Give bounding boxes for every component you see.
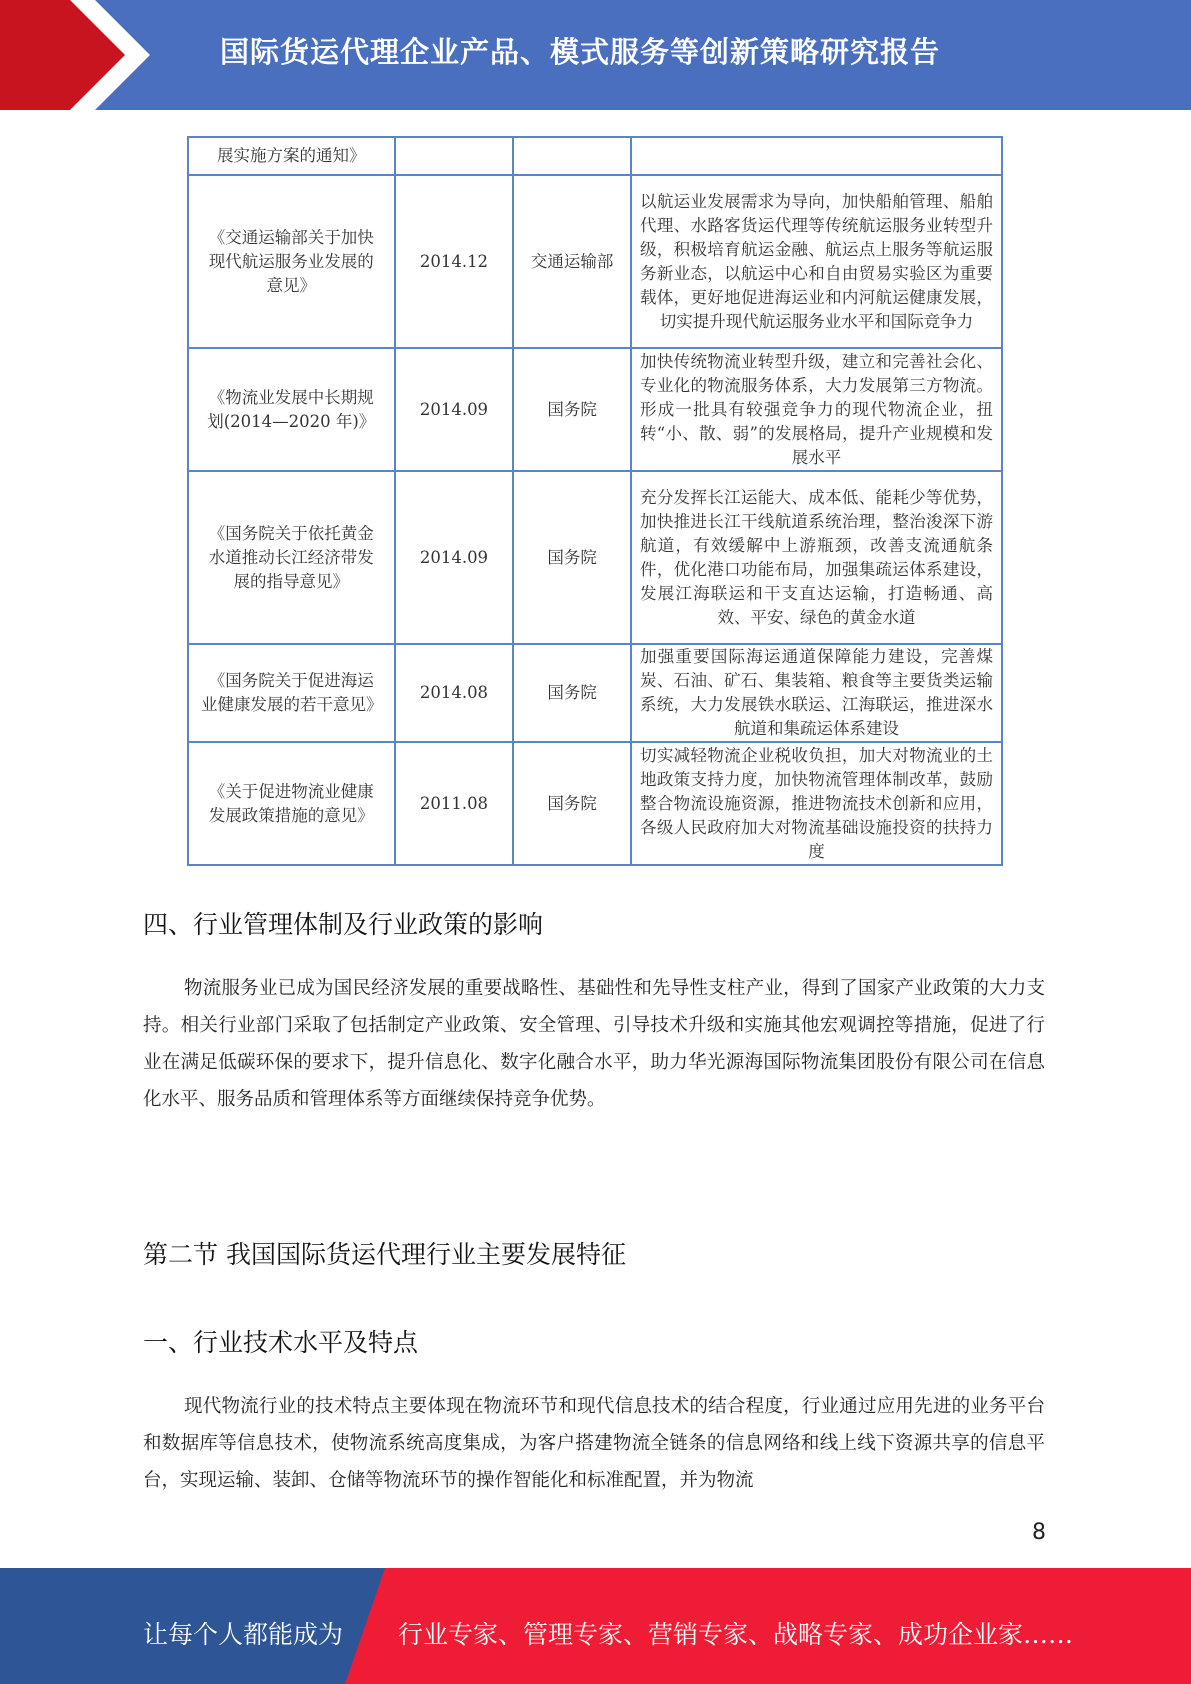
policy-org-cell (513, 137, 631, 175)
policy-desc-cell: 以航运业发展需求为导向，加快船舶管理、船舶代理、水路客货运代理等传统航运服务业转型升级，积极培育航运金融、航运点上服务等航运服务新业态，以航运中心和自由贸易实验区为重要载体，更好地促进海运业和内河航运健康发展，切实提升现代航运服务业水平和国际竞争力 (631, 175, 1002, 348)
policy-date-cell: 2014.09 (395, 348, 514, 471)
policy-org-cell: 国务院 (513, 471, 631, 644)
policy-name-cell: 《国务院关于促进海运业健康发展的若干意见》 (188, 644, 395, 742)
section-heading-one: 一、行业技术水平及特点 (143, 1328, 419, 1357)
footer-slogan-right: 行业专家、管理专家、营销专家、战略专家、成功企业家…… (398, 1620, 1074, 1649)
policy-date-cell: 2014.08 (395, 644, 514, 742)
page-footer (0, 1568, 1191, 1684)
policy-date-cell: 2011.08 (395, 742, 514, 865)
header-arrow-icon (0, 0, 160, 110)
page-number: 8 (1032, 1520, 1046, 1545)
policy-table (187, 136, 1003, 866)
table-row (188, 348, 1002, 471)
policy-name-cell: 《关于促进物流业健康发展政策措施的意见》 (188, 742, 395, 865)
policy-date-cell: 2014.09 (395, 471, 514, 644)
policy-name-cell: 《国务院关于依托黄金水道推动长江经济带发展的指导意见》 (188, 471, 395, 644)
table-row (188, 137, 1002, 175)
policy-org-cell: 国务院 (513, 348, 631, 471)
section-heading-four: 四、行业管理体制及行业政策的影响 (143, 910, 544, 939)
policy-desc-cell: 切实减轻物流企业税收负担，加大对物流业的土地政策支持力度，加快物流管理体制改革，鼓励整合物流设施资源，推进物流技术创新和应用，各级人民政府加大对物流基础设施投资的扶持力度 (631, 742, 1002, 865)
policy-desc-cell (631, 137, 1002, 175)
chapter-heading: 第二节 我国国际货运代理行业主要发展特征 (143, 1240, 626, 1269)
policy-date-cell (395, 137, 514, 175)
policy-name-cell: 《交通运输部关于加快现代航运服务业发展的意见》 (188, 175, 395, 348)
policy-name-cell: 《物流业发展中长期规划(2014—2020 年)》 (188, 348, 395, 471)
page-header (0, 0, 1191, 110)
policy-org-cell: 国务院 (513, 644, 631, 742)
table-row (188, 742, 1002, 865)
footer-slogan-left: 让每个人都能成为 (143, 1620, 344, 1649)
section-paragraph-tech: 现代物流行业的技术特点主要体现在物流环节和现代信息技术的结合程度，行业通过应用先进的业务平台和数据库等信息技术，使物流系统高度集成，为客户搭建物流全链条的信息网络和线上线下资源共享的信息平台，实现运输、装卸、仓储等物流环节的操作智能化和标准配置，并为物流 (143, 1396, 1045, 1491)
report-title: 国际货运代理企业产品、模式服务等创新策略研究报告 (220, 35, 941, 69)
table-row (188, 644, 1002, 742)
policy-desc-cell: 加强重要国际海运通道保障能力建设，完善煤炭、石油、矿石、集装箱、粮食等主要货类运输系统，大力发展铁水联运、江海联运，推进深水航道和集疏运体系建设 (631, 644, 1002, 742)
table-row (188, 175, 1002, 348)
policy-org-cell: 交通运输部 (513, 175, 631, 348)
section-paragraph-policy: 物流服务业已成为国民经济发展的重要战略性、基础性和先导性支柱产业，得到了国家产业政策的大力支持。相关行业部门采取了包括制定产业政策、安全管理、引导技术升级和实施其他宏观调控等措施，促进了行业在满足低碳环保的要求下，提升信息化、数字化融合水平，助力华光源海国际物流集团股份有限公司在信息化水平、服务品质和管理体系等方面继续保持竞争优势。 (143, 978, 1045, 1110)
policy-name-cell: 展实施方案的通知》 (188, 137, 395, 175)
table-row (188, 471, 1002, 644)
policy-desc-cell: 充分发挥长江运能大、成本低、能耗少等优势，加快推进长江干线航道系统治理，整治浚深下游航道，有效缓解中上游瓶颈，改善支流通航条件，优化港口功能布局，加强集疏运体系建设，发展江海联运和干支直达运输，打造畅通、高效、平安、绿色的黄金水道 (631, 471, 1002, 644)
policy-desc-cell: 加快传统物流业转型升级，建立和完善社会化、专业化的物流服务体系，大力发展第三方物流。形成一批具有较强竞争力的现代物流企业，扭转“小、散、弱”的发展格局，提升产业规模和发展水平 (631, 348, 1002, 471)
policy-org-cell: 国务院 (513, 742, 631, 865)
policy-date-cell: 2014.12 (395, 175, 514, 348)
